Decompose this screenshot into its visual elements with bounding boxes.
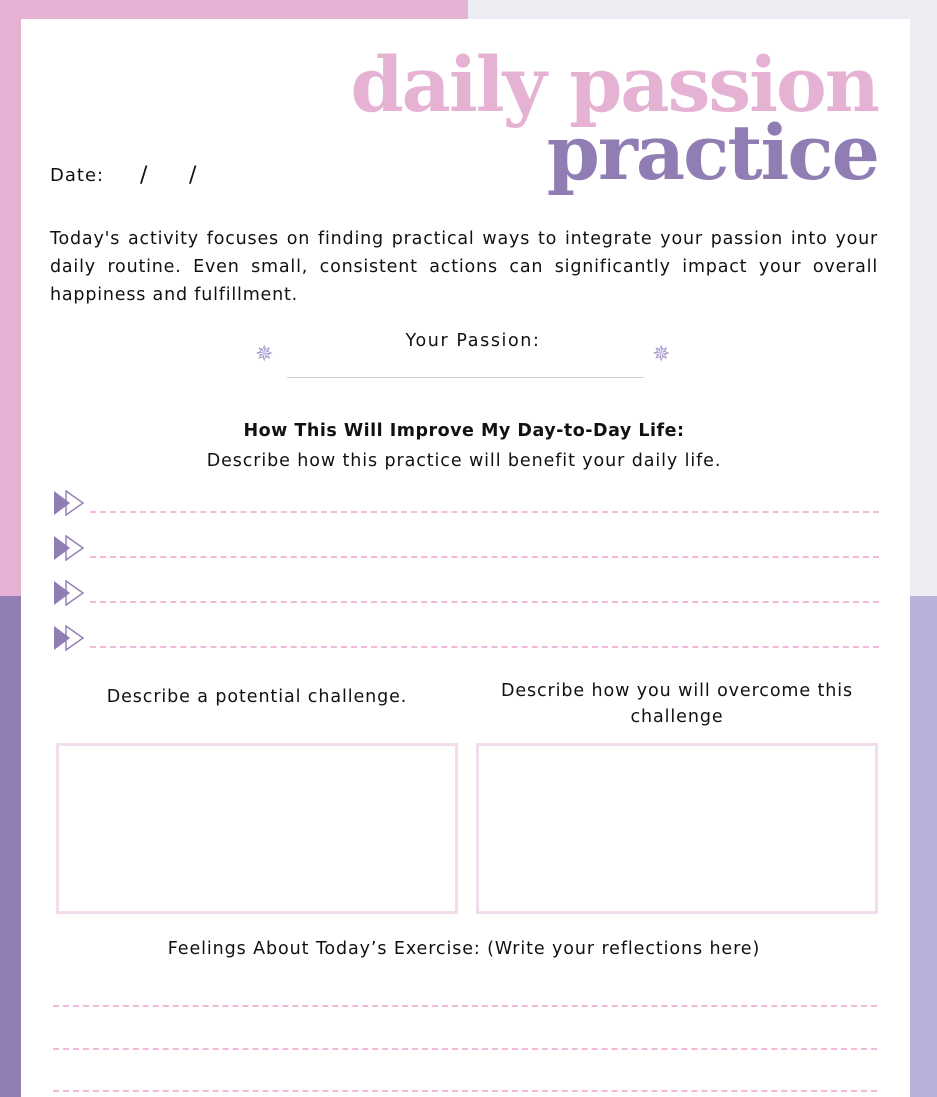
date-field[interactable]: [50, 163, 198, 188]
page-title: [350, 40, 878, 197]
challenge-label: Describe a potential challenge.: [106, 687, 408, 707]
intro-paragraph: Today's activity focuses on finding practical ways to integrate your passion into your daily routine. Even small, consistent actions can significantly impact your overall happiness and fulfillment.: [50, 229, 878, 305]
benefit-line[interactable]: [53, 534, 879, 562]
benefit-dashed-line: [90, 601, 879, 603]
challenge-box[interactable]: [56, 743, 458, 914]
improve-subheading: Describe how this practice will benefit your daily life.: [206, 451, 722, 471]
reflection-line[interactable]: [53, 1048, 877, 1050]
star-burst-icon: ✵: [652, 342, 671, 367]
title-line-practice: practice: [546, 108, 878, 197]
reflection-line[interactable]: [53, 1005, 877, 1007]
double-arrow-icon: [53, 534, 87, 562]
double-arrow-icon: [53, 624, 87, 652]
benefit-dashed-line: [90, 511, 879, 513]
improve-heading: How This Will Improve My Day-to-Day Life:: [243, 421, 685, 441]
benefit-line[interactable]: [53, 624, 879, 652]
reflection-line[interactable]: [53, 1090, 877, 1092]
benefit-line[interactable]: [53, 579, 879, 607]
overcome-box[interactable]: [476, 743, 878, 914]
star-burst-icon: ✵: [255, 342, 274, 367]
date-separator: /: [189, 163, 198, 188]
date-label: Date:: [50, 165, 105, 186]
title-line-daily-passion: daily passion: [350, 40, 878, 129]
double-arrow-icon: [53, 489, 87, 517]
passion-label: Your Passion:: [405, 331, 541, 351]
overcome-label: Describe how you will overcome this challenge: [500, 681, 854, 727]
worksheet-page: [21, 19, 910, 1097]
benefit-dashed-line: [90, 556, 879, 558]
feelings-label: Feelings About Today’s Exercise: (Write your reflections here): [167, 939, 761, 959]
date-separator: /: [140, 163, 149, 188]
passion-input-line[interactable]: [287, 377, 644, 378]
benefit-dashed-line: [90, 646, 879, 648]
benefit-line[interactable]: [53, 489, 879, 517]
double-arrow-icon: [53, 579, 87, 607]
